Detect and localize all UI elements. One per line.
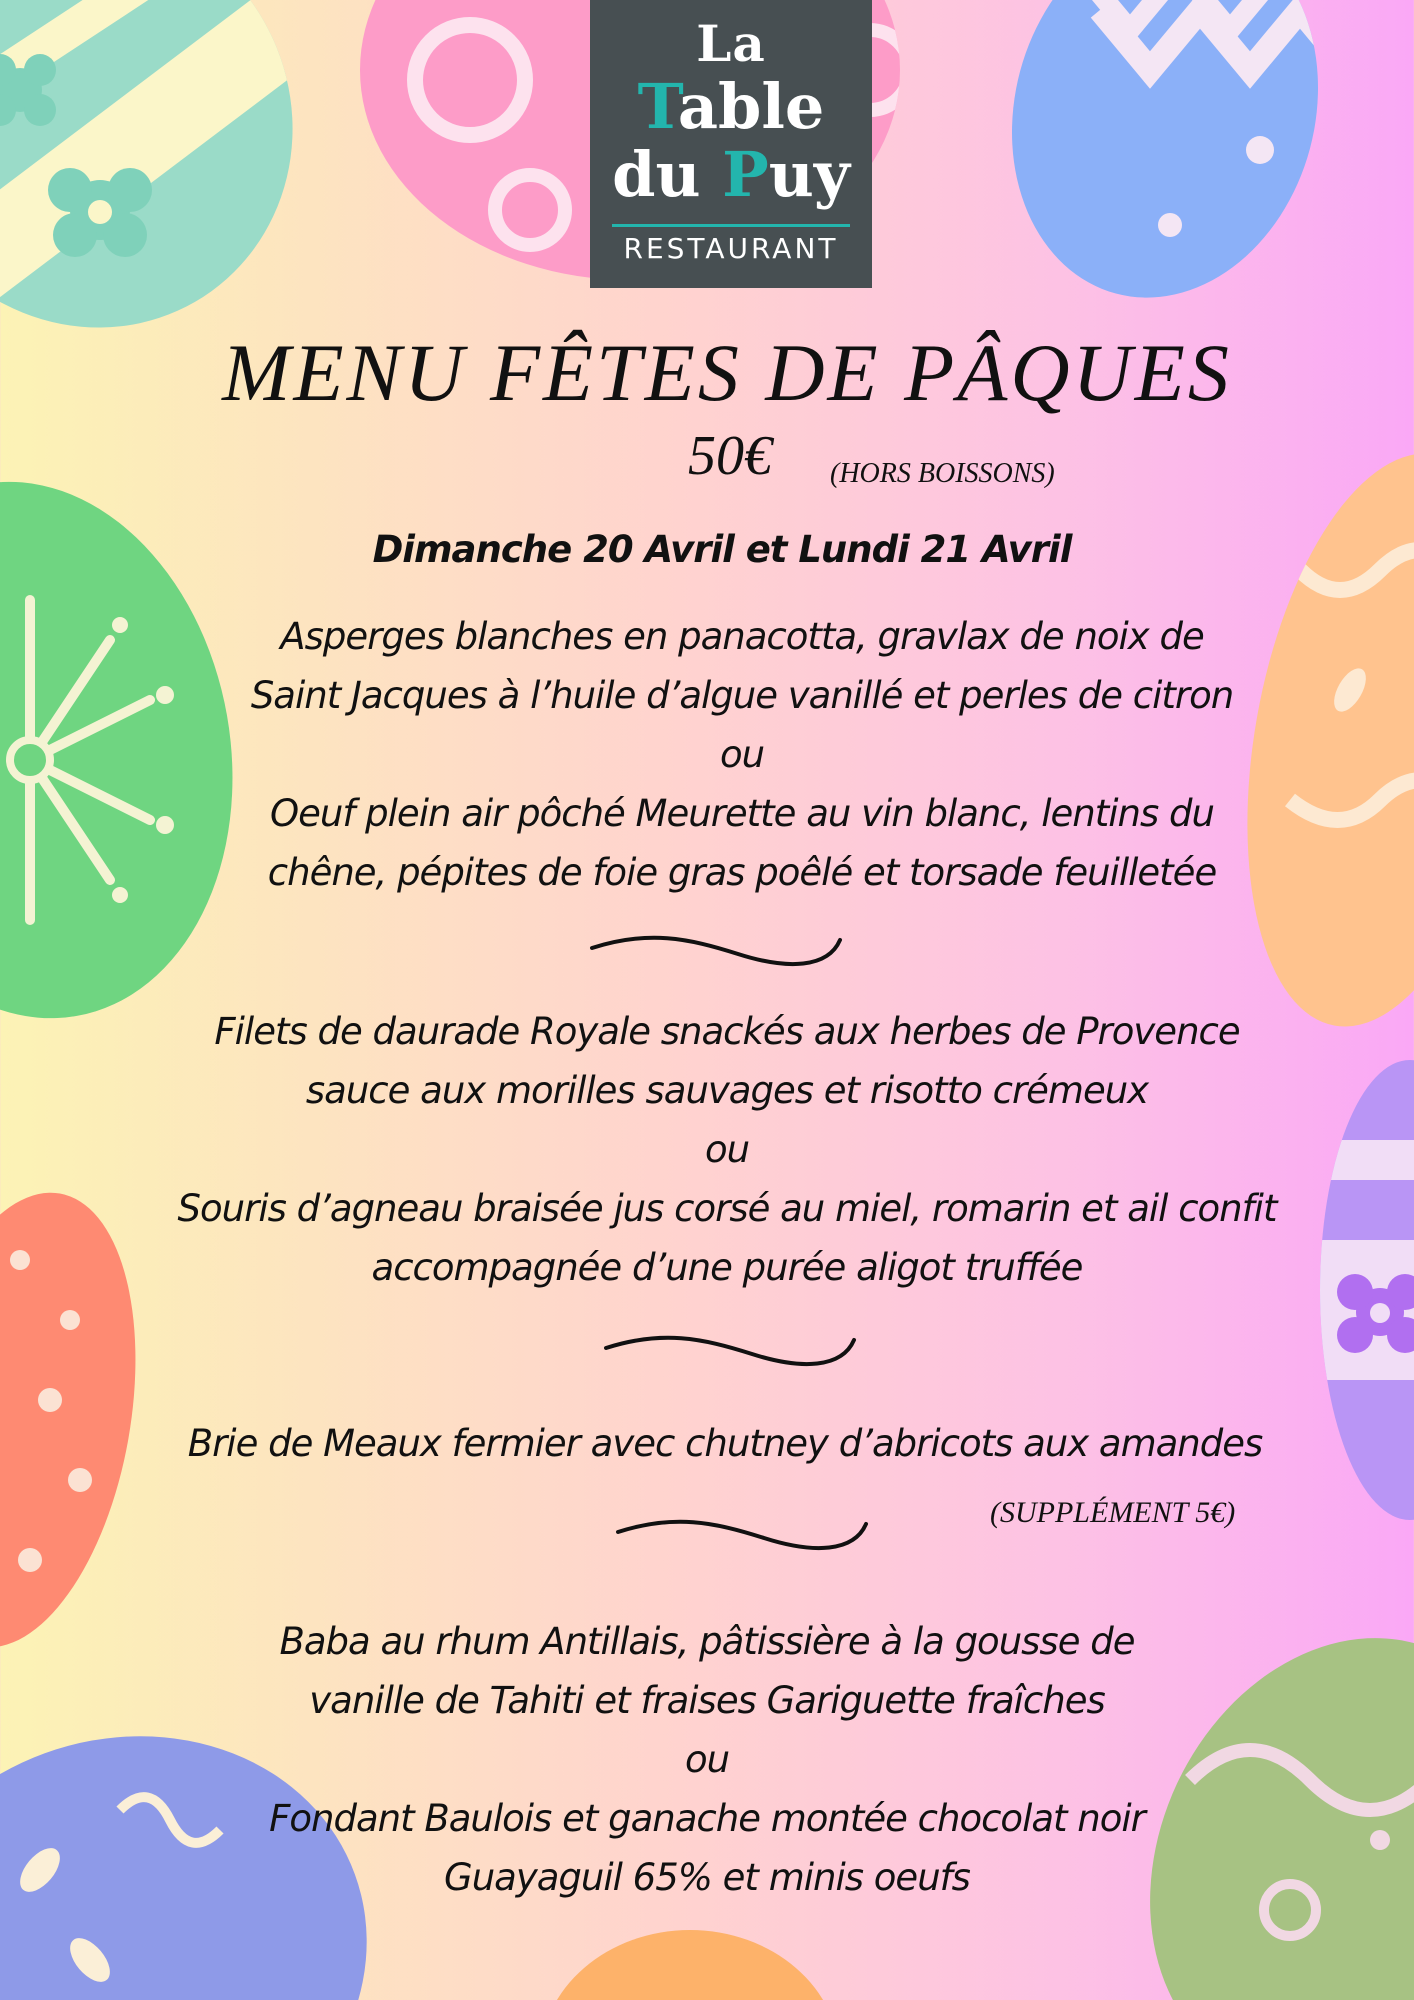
logo-accent-p: P <box>722 138 769 211</box>
swirl-divider <box>588 928 848 976</box>
supplement-note: (SUPPLÉMENT 5€) <box>990 1496 1236 1529</box>
menu-line: Fondant Baulois et ganache montée chocolat noir <box>269 1797 1145 1840</box>
or-separator: ou <box>704 1128 750 1171</box>
swirl-divider <box>602 1328 862 1376</box>
logo-du: du <box>612 138 723 211</box>
logo-accent-t: T <box>637 70 678 143</box>
course-fromage <box>0 1414 1414 1473</box>
orange-egg-bottom <box>540 1930 840 2000</box>
menu-line: Filets de daurade Royale snackés aux herbes de Provence <box>214 1010 1240 1053</box>
menu-line: chêne, pépites de foie gras poêlé et torsade feuilletée <box>267 851 1217 894</box>
menu-line: vanille de Tahiti et fraises Gariguette fraîches <box>309 1679 1105 1722</box>
menu-line: Baba au rhum Antillais, pâtissière à la gousse de <box>279 1620 1135 1663</box>
logo-table-rest: able <box>677 70 825 143</box>
course-dessert <box>0 1612 1414 1907</box>
menu-line: Oeuf plein air pôché Meurette au vin blanc, lentins du <box>270 792 1214 835</box>
course-plat <box>0 1002 1414 1297</box>
menu-title: MENU FÊTES DE PÂQUES <box>222 327 1232 418</box>
menu-line: Guayaguil 65% et minis oeufs <box>444 1856 970 1899</box>
menu-price: 50€ <box>688 425 772 487</box>
logo-line-table <box>590 70 872 143</box>
blue-egg <box>980 0 1387 320</box>
menu-line: accompagnée d’une purée aligot truffée <box>371 1246 1083 1289</box>
logo-line-dupuy <box>590 138 872 211</box>
course-entree <box>0 607 1414 902</box>
menu-line: Saint Jacques à l’huile d’algue vanillé et perles de citron <box>250 674 1234 717</box>
menu-line: Brie de Meaux fermier avec chutney d’abricots aux amandes <box>187 1422 1263 1465</box>
swirl-divider <box>614 1512 874 1560</box>
menu-line: Asperges blanches en panacotta, gravlax de noix de <box>280 615 1204 658</box>
or-separator: ou <box>719 733 765 776</box>
logo-uy: uy <box>768 138 850 211</box>
logo-divider <box>612 224 850 227</box>
restaurant-logo <box>590 0 872 288</box>
logo-subtitle: RESTAURANT <box>623 232 839 265</box>
menu-dates: Dimanche 20 Avril et Lundi 21 Avril <box>372 528 1072 571</box>
menu-line: sauce aux morilles sauvages et risotto crémeux <box>305 1069 1149 1112</box>
or-separator: ou <box>684 1738 730 1781</box>
logo-line-la: La <box>696 14 766 73</box>
menu-line: Souris d’agneau braisée jus corsé au miel, romarin et ail confit <box>177 1187 1277 1230</box>
price-note: (HORS BOISSONS) <box>830 458 1055 489</box>
